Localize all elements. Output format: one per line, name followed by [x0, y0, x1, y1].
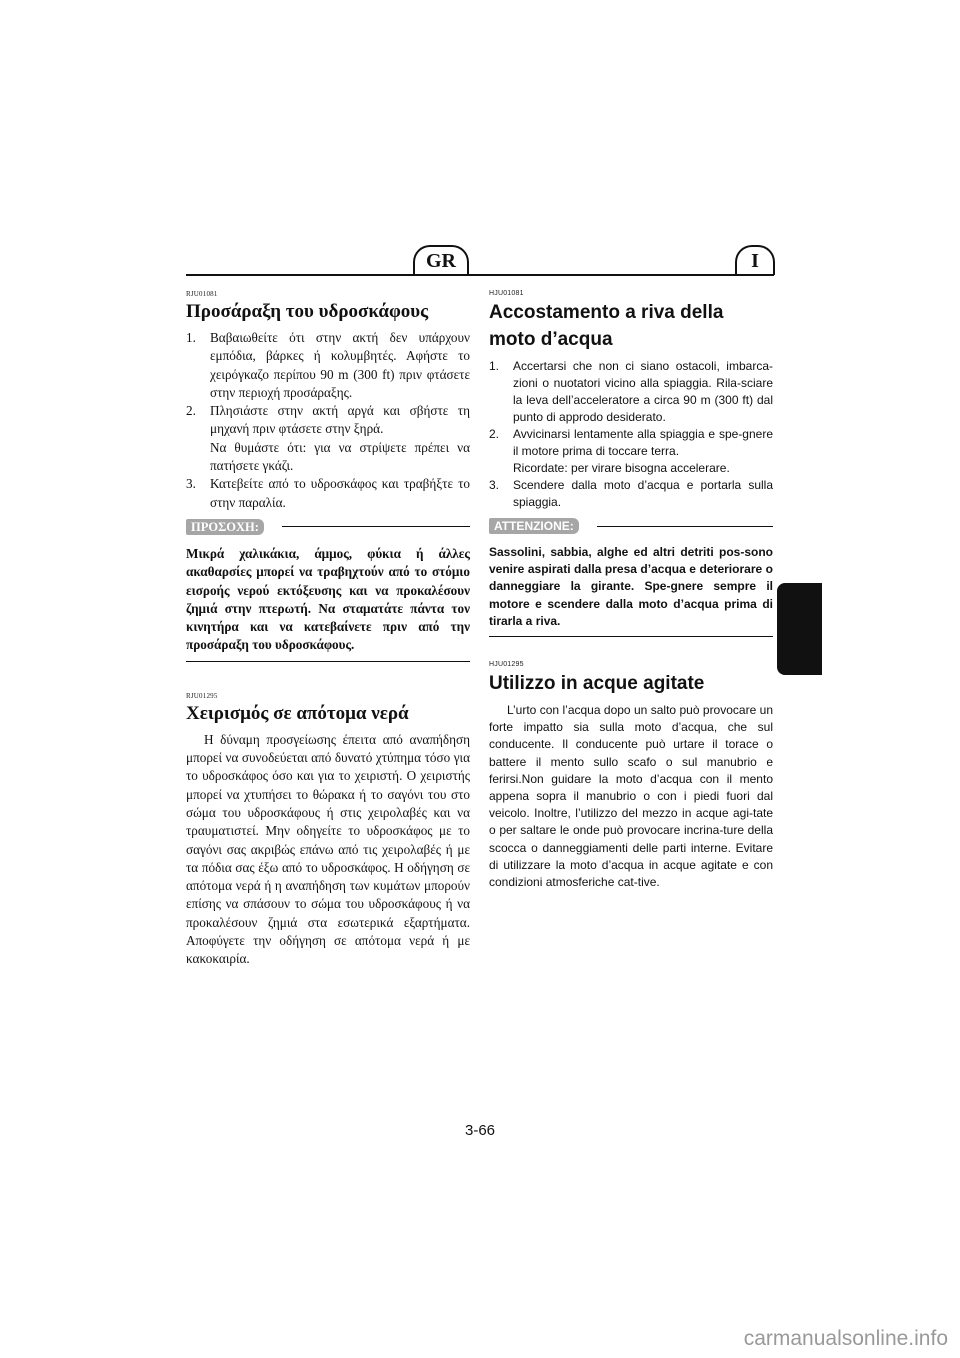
warning-badge: ΠΡΟΣΟΧΗ:: [186, 519, 264, 535]
warning-text: Μικρά χαλικάκια, άμμος, φύκια ή άλλες ακαθαρσίες μπορεί να τραβηχτούν από το στόμιο εισροής νερού εκτόξευσης και να προκαλέσουν ζημιά στην πτερωτή. Να σταματάτε πάντα τον κινητήρα και να κατεβαίνετε πριν από την προσάραξη του υδροσκάφους.: [186, 545, 470, 653]
list-item: [489, 426, 773, 477]
step-number: 2.: [186, 403, 196, 419]
section-code: RJU01295: [186, 691, 218, 700]
header-rule: [186, 274, 774, 276]
warning-rule: [597, 526, 773, 527]
page-number: 3-66: [464, 1122, 496, 1139]
warning-text: Sassolini, sabbia, alghe ed altri detriti pos-sono venire aspirati dalla presa d’acqua e deteriorare o danneggiare la girante. Spe-gnere sempre il motore e scendere dalla moto d’acqua prima di tirarla a riva.: [489, 545, 773, 628]
section-code: HJU01081: [489, 290, 524, 297]
greek-column: [186, 290, 470, 969]
step-text: Accertarsi che non ci siano ostacoli, imbarca-zioni o nuotatori vicino alla spiaggia. Rila-sciare la leva dell’acceleratore a circa 90 m (300 ft) dal punto di approdo desiderato.: [513, 359, 773, 424]
section-title: Accostamento a riva della moto d’acqua: [489, 302, 724, 350]
chapter-tab-marker: [777, 583, 822, 675]
list-item: [186, 402, 470, 475]
section-title: Προσάραξη του υδροσκάφους: [186, 301, 429, 322]
list-item: [489, 477, 773, 511]
step-number: 1.: [186, 330, 196, 345]
step-number: 3.: [489, 478, 500, 492]
step-number: 1.: [489, 359, 500, 373]
body-paragraph: Η δύναμη προσγείωσης έπειτα από αναπήδηση μπορεί να συνοδεύεται από δυνατό χτύπημα τόσο για το υδροσκάφος όσο και για το χειριστή. Ο χειριστής μπορεί να χτυπήσει το θώρακα ή το σαγόνι του στο σώμα του υδροσκάφους ή στις χειρολαβές και να τραυματιστεί. Μην οδηγείτε το υδροσκάφος με το σαγόνι σας ακριβώς επάνω από τις χειρολαβές ή με τα πόδια σας έξω από το υδροσκάφος. Η οδήγηση σε απότομα νερά ή η αναπήδηση των κυμάτων μπορούν επίσης να σπάσουν το σώμα του υδροσκάφους ή να προκαλέσουν ζημιά στα εσωτερικά εξαρτήματα. Αποφύγετε την οδήγηση σε απότομα νερά ή με κακοκαιρία.: [186, 731, 470, 967]
warning-badge: ATTENZIONE:: [489, 518, 579, 534]
watermark: carmanualsonline.info: [743, 1327, 948, 1350]
step-note: Ricordate: per virare bisogna accelerare.: [513, 461, 730, 475]
step-number: 3.: [186, 476, 196, 492]
list-item: [186, 329, 470, 402]
step-list: [186, 329, 470, 512]
step-text: Κατεβείτε από το υδροσκάφος και τραβήξτε το στην παραλία.: [210, 476, 470, 510]
italian-column: [489, 290, 773, 891]
warning-header: [186, 518, 470, 536]
section-code: RJU01081: [186, 290, 218, 298]
step-note: Να θυμάστε ότι: για να στρίψετε πρέπει να πατήσετε γκάζι.: [210, 439, 470, 474]
body-paragraph: L’urto con l’acqua dopo un salto può provocare un forte impatto sia sulla moto d’acqua, che sul conducente. Il conducente può urtare il torace o battere il mento sullo scafo o sul manubrio e ferirsi.Non guidare la moto d’acqua con il mento appena sopra il manubrio o con i piedi fuori dal veicolo. Inoltre, l’utilizzo del mezzo in acque agi-tate o per saltare le onde può provocare incrina-ture della scocca o danneggiamenti delle parti interne. Evitare di utilizzare la moto d’acqua in acque agitate e con condizioni atmosferiche cat-tive.: [489, 703, 773, 890]
section-title: Χειρισμός σε απότομα νερά: [186, 702, 409, 724]
list-item: [489, 358, 773, 426]
warning-header: [489, 517, 773, 535]
step-text: Scendere dalla moto d’acqua e portarla sulla spiaggia.: [513, 478, 773, 509]
warning-rule: [282, 526, 470, 527]
step-list: [489, 358, 773, 511]
step-number: 2.: [489, 427, 500, 441]
section-code: HJU01295: [489, 661, 524, 669]
language-label-greek: GR: [413, 245, 469, 275]
step-text: Avvicinarsi lentamente alla spiaggia e spe-gnere il motore prima di toccare terra.: [513, 427, 773, 458]
language-label-italian: I: [735, 245, 775, 275]
list-item: [186, 475, 470, 512]
step-text: Πλησιάστε στην ακτή αργά και σβήστε τη μηχανή πριν φτάσετε στην ξηρά.: [210, 403, 470, 437]
step-text: Βαβαιωθείτε ότι στην ακτή δεν υπάρχουν εμπόδια, βάρκες ή κολυμβητές. Αφήστε το χειρόγκαζο περίπου 90 m (300 ft) πριν φτάσετε στην περιοχή προσάραξης.: [210, 330, 470, 400]
section-title: Utilizzo in acque agitate: [489, 673, 705, 695]
